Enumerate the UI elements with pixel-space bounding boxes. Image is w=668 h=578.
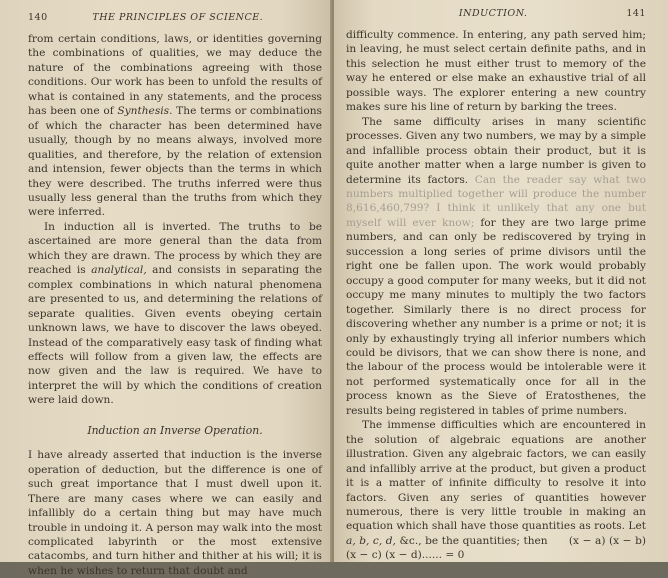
section-subheading: Induction an Inverse Operation. — [87, 423, 263, 437]
paragraph: The immense difficulties which are encountered in the solution of algebraic equations are another illustration. Given any algebraic factors, we can easily and infallibly arrive at the product, but given a product it is a matter of infinite difficulty to resolve it into factors. Given any series of quantities however numerous, there is very little trouble in making an equation which shall have those quantities as roots. Let a, b, c, d, &c., be the quantities; then (x − a) (x − b) (x − c) (x − d)...... = 0 — [346, 419, 646, 562]
right-page-header — [346, 6, 646, 22]
page-number: 141 — [626, 8, 646, 19]
page-number: 140 — [28, 12, 48, 23]
left-page-body — [28, 32, 322, 578]
left-page-header — [28, 12, 322, 26]
paragraph: I have already asserted that induction is the inverse operation of deduction, but the difference is one of such great importance that I must dwell upon it. There are many cases where we can easily and infallibly do a certain thing but may have much trouble in undoing it. A person may walk into the most complicated labyrinth or the most extensive catacombs, and turn hither and thither at his will; it is when he wishes to return that doubt and — [28, 449, 322, 577]
left-page — [0, 0, 332, 577]
paragraph: difficulty commence. In entering, any path served him; in leaving, he must select certain definite paths, and in this selection he must either trust to memory of the way he entered or else make an exhaustive trial of all possible ways. The explorer entering a new country makes sure his line of return by barking the trees. — [346, 29, 646, 114]
paragraph: The same difficulty arises in many scientific processes. Given any two numbers, we may by a simple and infallible process obtain their product, but it is quite another matter when a large number is given to determine its factors. Can the reader say what two numbers multiplied together will produce the number 8,616,460,799? I think it unlikely that any one but myself will ever know; for they are two large prime numbers, and can only be rediscovered by trying in succession a long series of prime divisors until the right one be fallen upon. The work would probably occupy a good computer for many weeks, but it did not occupy me many minutes to multiply the two factors together. Similarly there is no direct process for discovering whether any number is a prime or not; it is only by exhaustingly trying all inferior numbers which could be divisors, that we can show there is none, and the labour of the process would be intolerable were it not performed systematically once for all in the process known as the Sieve of Eratosthenes, the results being registered in tables of prime numbers. — [346, 115, 646, 417]
faded-text: Can the reader say what two numbers multiplied together will produce the number 8,616,460,799? I think it unlikely that any one but myself will ever know; — [346, 173, 646, 229]
running-head: THE PRINCIPLES OF SCIENCE. — [92, 12, 264, 23]
right-page — [334, 0, 668, 562]
paragraph: from certain conditions, laws, or identities governing the combinations of qualities, we may deduce the nature of the combinations agreeing with those conditions. Our work has been to unfold the results of what is contained in any statements, and the process has been one of Synthesis. The terms or combinations of which the character has been determined have usually, though by no means always, involved more qualities, and therefore, by the relation of extension and intension, fewer objects than the terms in which they were described. The truths inferred were thus usually less general than the truths from which they were inferred. — [28, 33, 322, 219]
paragraph: In induction all is inverted. The truths to be ascertained are more general than the data from which they are drawn. The process by which they are reached is analytical, and consists in separating the complex combinations in which natural phenomena are presented to us, and determining the relations of separate qualities. Given events obeying certain unknown laws, we have to discover the laws obeyed. Instead of the comparatively easy task of finding what effects will follow from a given law, the effects are now given and the law is required. We have to interpret the will by which the conditions of creation were laid down. — [28, 220, 322, 407]
right-page-body — [346, 28, 646, 563]
equation: (x − a) (x − b) (x − c) (x − d)...... = 0 — [346, 534, 646, 562]
running-head: INDUCTION. — [458, 8, 528, 19]
